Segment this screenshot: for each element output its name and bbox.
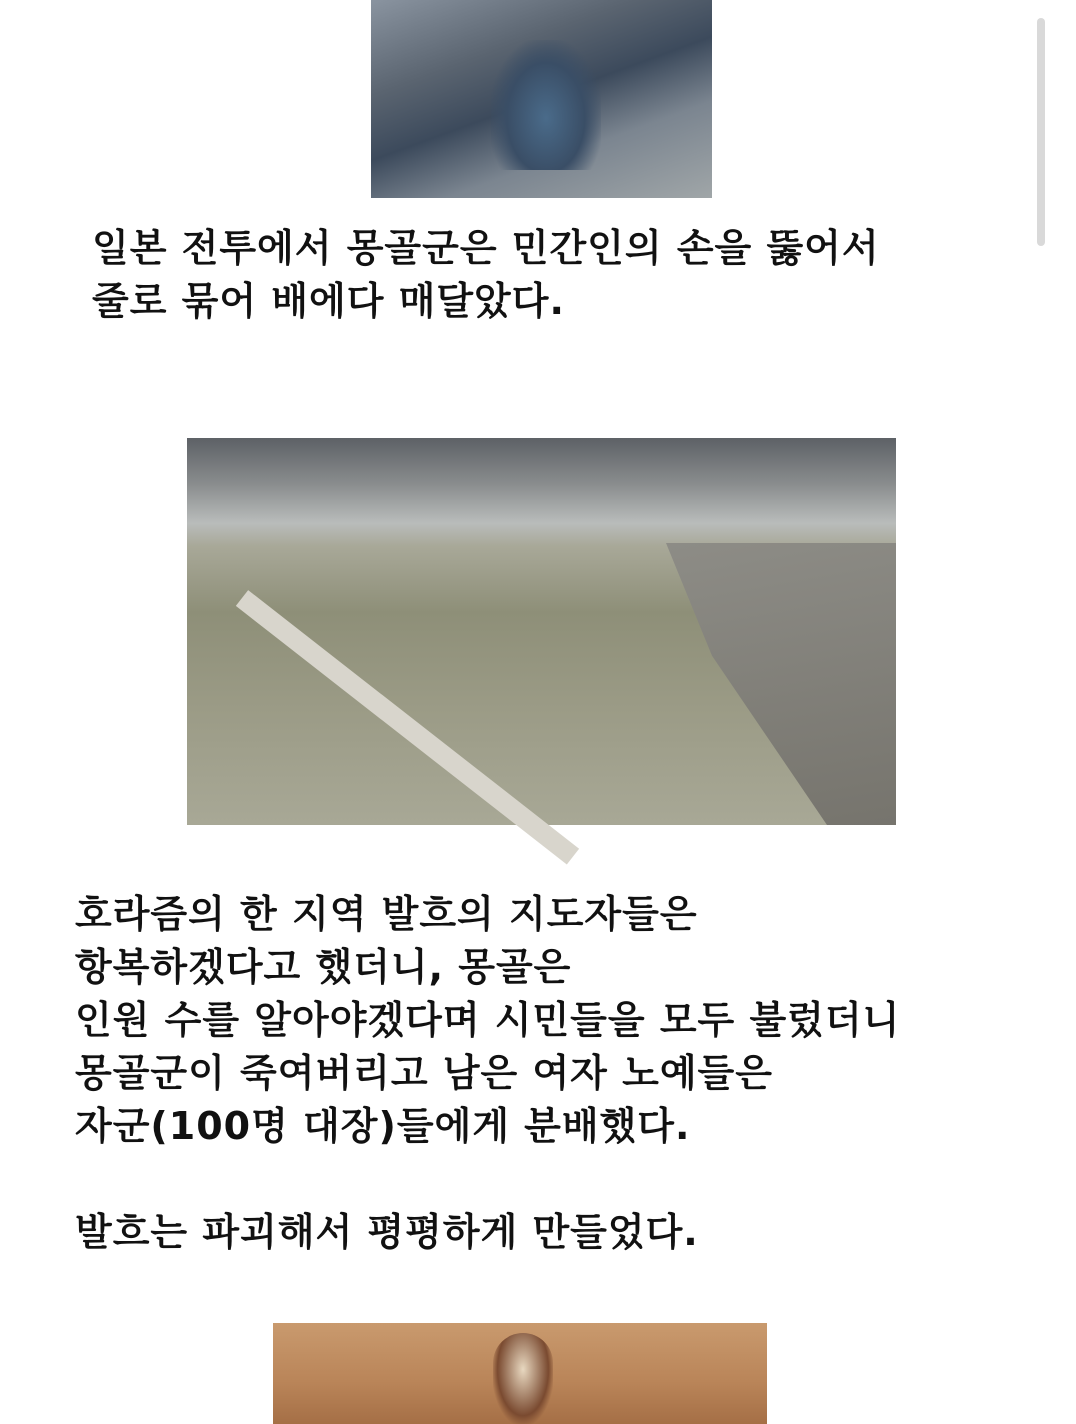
text-line: 항복하겠다고 했더니, 몽골은	[75, 945, 572, 989]
text-line: 인원 수를 알아야겠다며 시민들을 모두 불렀더니	[75, 998, 901, 1042]
city-wall-shape	[236, 590, 579, 864]
city-reconstruction-image	[187, 438, 896, 825]
painting-image-mongol-soldiers	[371, 0, 712, 198]
scrollbar[interactable]	[1037, 18, 1045, 246]
paragraph-balkh	[75, 888, 900, 1259]
river-shape	[666, 543, 896, 825]
paragraph-japan-battle	[92, 222, 880, 328]
text-line: 호라즘의 한 지역 발흐의 지도자들은	[75, 892, 698, 936]
text-line: 줄로 묶어 배에다 매달았다.	[92, 279, 565, 323]
text-line: 몽골군이 죽여버리고 남은 여자 노예들은	[75, 1051, 773, 1095]
text-line: 자군(100명 대장)들에게 분배했다.	[75, 1104, 691, 1148]
text-line: 일본 전투에서 몽골군은 민간인의 손을 뚫어서	[92, 226, 880, 270]
portrait-painting-image	[273, 1323, 767, 1424]
text-line-balkh-destroyed: 발흐는 파괴해서 평평하게 만들었다.	[75, 1210, 699, 1254]
